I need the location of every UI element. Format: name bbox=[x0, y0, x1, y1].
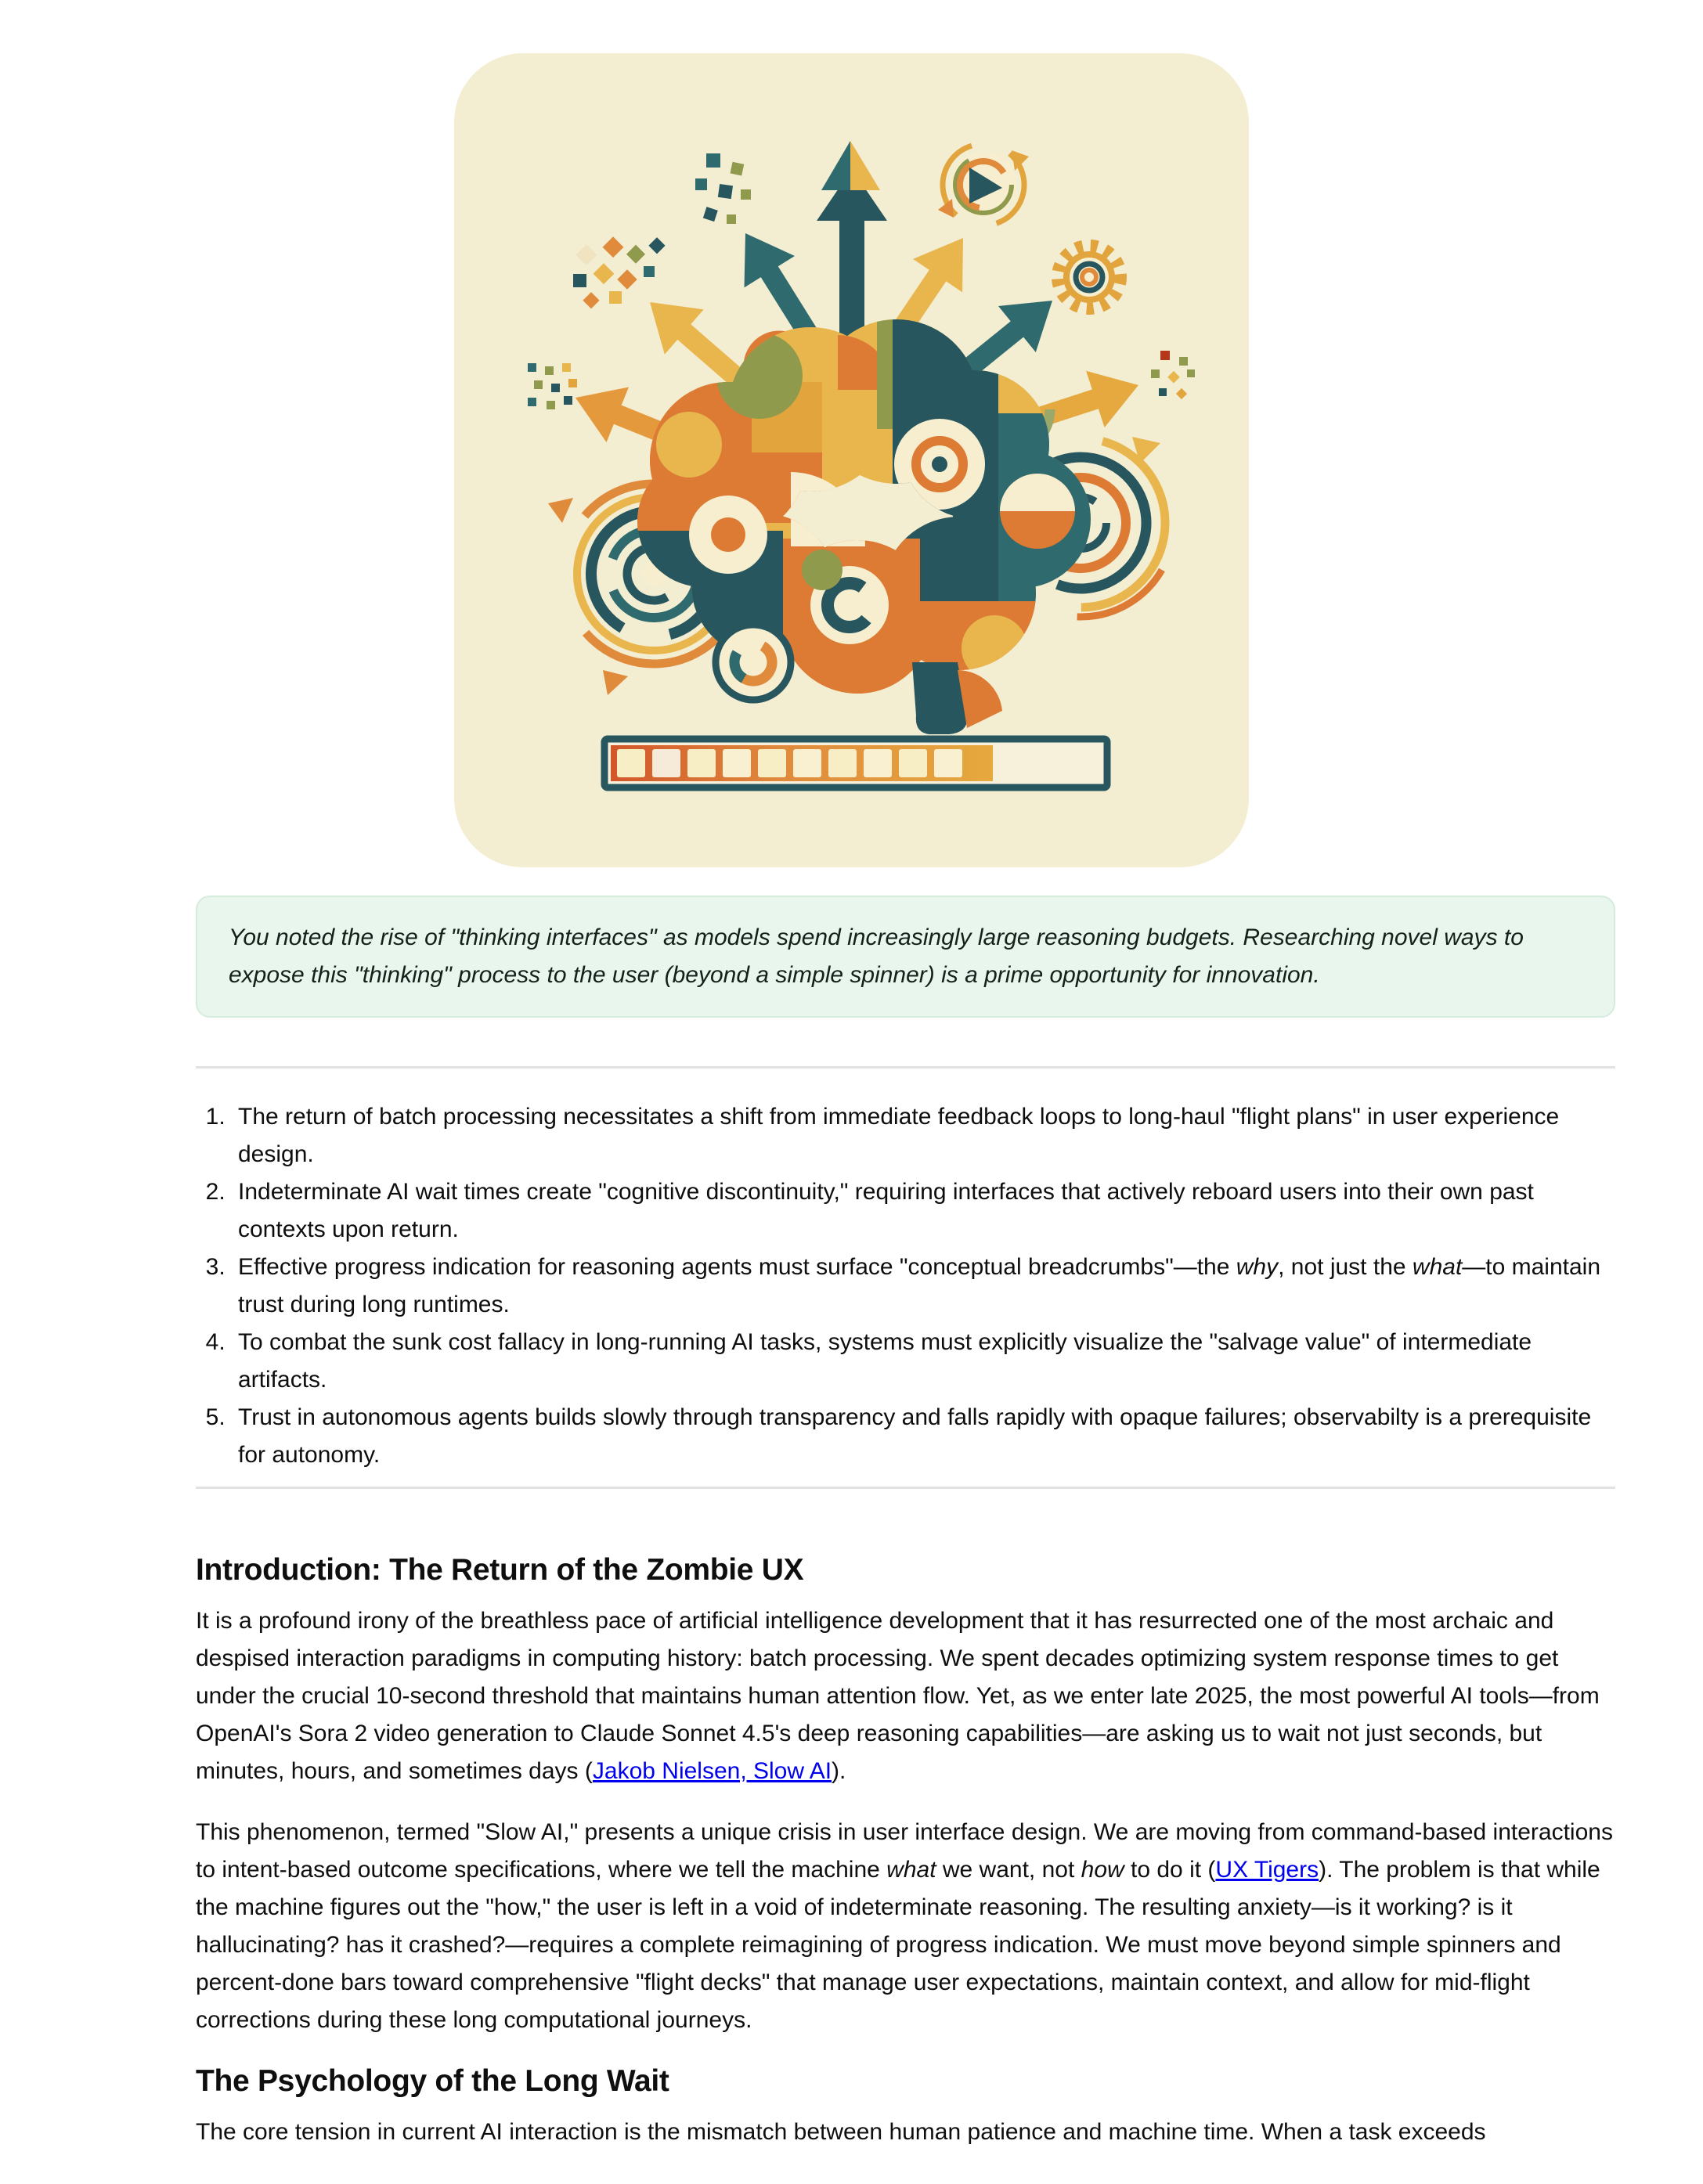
list-item bbox=[232, 1399, 1615, 1474]
text-run: The return of batch processing necessitates a shift from immediate feedback loops to long-haul "flight plans" in user experience design. bbox=[238, 1104, 1560, 1167]
text-run: to do it ( bbox=[1124, 1857, 1216, 1883]
list-item-text bbox=[238, 1179, 1534, 1242]
text-run: Indeterminate AI wait times create "cognitive discontinuity," requiring interfaces that actively reboard users into their own past contexts upon return. bbox=[238, 1179, 1534, 1242]
callout-text bbox=[229, 924, 1524, 988]
paragraph bbox=[196, 1814, 1615, 2039]
emphasis-text: what bbox=[886, 1857, 936, 1883]
spinner-icon bbox=[716, 625, 791, 700]
text-run: we want, not bbox=[936, 1857, 1081, 1883]
inline-link[interactable]: UX Tigers bbox=[1215, 1857, 1319, 1883]
section-heading: Introduction: The Return of the Zombie UX bbox=[196, 1553, 804, 1587]
list-item-text bbox=[238, 1254, 1600, 1317]
section-introduction bbox=[196, 1552, 1615, 2039]
progress-bar bbox=[604, 739, 1107, 787]
callout-note bbox=[196, 896, 1615, 1018]
list-item bbox=[232, 1324, 1615, 1399]
text-run: —to maintain trust during long runtimes. bbox=[238, 1254, 1601, 1317]
text-run: It is a profound irony of the breathless pace of artificial intelligence development that it has resurrected one of the most archaic and despised interaction paradigms in computing history: batch processing. We spent decades optimizing system response times to get under the crucial 10-second threshold that maintains human attention flow. Yet, as we enter late 2025, the most powerful AI tools—from OpenAI's Sora 2 video generation to Claude Sonnet 4.5's deep reasoning capabilities—are asking us to wait not just seconds, but minutes, hours, and sometimes days ( bbox=[196, 1608, 1600, 1784]
emphasis-text: what bbox=[1412, 1254, 1463, 1280]
text-run: Trust in autonomous agents builds slowly through transparency and falls rapidly with opaque failures; observabilty is a prerequisite for autonomy. bbox=[238, 1404, 1592, 1468]
hero-illustration bbox=[454, 53, 1249, 867]
text-run: ). bbox=[832, 1758, 846, 1784]
list-item-text bbox=[238, 1104, 1559, 1167]
list-item-text bbox=[238, 1329, 1532, 1393]
text-run: This phenomenon, termed "Slow AI," presents a unique crisis in user interface design. We are moving from command-based interactions to intent-based outcome specifications, where we tell the machine bbox=[196, 1819, 1613, 1883]
emphasis-text: You noted the rise of "thinking interfaces" as models spend increasingly large reasoning budgets. Researching novel ways to expose this "thinking" process to the user (beyond a simple spinner) is a prime opportunity for innovation. bbox=[229, 924, 1524, 988]
text-run: The core tension in current AI interaction is the mismatch between human patience and machine time. When a task exceeds bbox=[196, 2119, 1486, 2145]
divider bbox=[196, 1066, 1615, 1069]
list-item-text bbox=[238, 1404, 1591, 1468]
paragraph bbox=[196, 2114, 1615, 2151]
divider bbox=[196, 1487, 1615, 1489]
section-heading: The Psychology of the Long Wait bbox=[196, 2064, 669, 2098]
text-run: , not just the bbox=[1278, 1254, 1413, 1280]
list-item bbox=[232, 1173, 1615, 1249]
text-run: Effective progress indication for reasoning agents must surface "conceptual breadcrumbs"—the bbox=[238, 1254, 1236, 1280]
text-run: To combat the sunk cost fallacy in long-running AI tasks, systems must explicitly visualize the "salvage value" of intermediate artifacts. bbox=[238, 1329, 1532, 1393]
list-item bbox=[232, 1249, 1615, 1324]
hero-image bbox=[0, 53, 1703, 867]
text-run: ). The problem is that while the machine figures out the "how," the user is left in a void of indeterminate reasoning. The resulting anxiety—is it working? is it hallucinating? has it crashed?—requires a complete reimagining of progress indication. We must move beyond simple spinners and percent-done bars toward comprehensive "flight decks" that manage user expectations, maintain context, and allow for mid-flight corrections during these long computational journeys. bbox=[196, 1857, 1600, 2033]
paragraph bbox=[196, 1602, 1615, 1790]
key-points-list bbox=[196, 1098, 1615, 1474]
emphasis-text: how bbox=[1081, 1857, 1124, 1883]
section-psychology bbox=[196, 2063, 1615, 2151]
document-body bbox=[196, 896, 1615, 2151]
emphasis-text: why bbox=[1236, 1254, 1279, 1280]
list-item bbox=[232, 1098, 1615, 1173]
inline-link[interactable]: Jakob Nielsen, Slow AI bbox=[592, 1758, 832, 1784]
